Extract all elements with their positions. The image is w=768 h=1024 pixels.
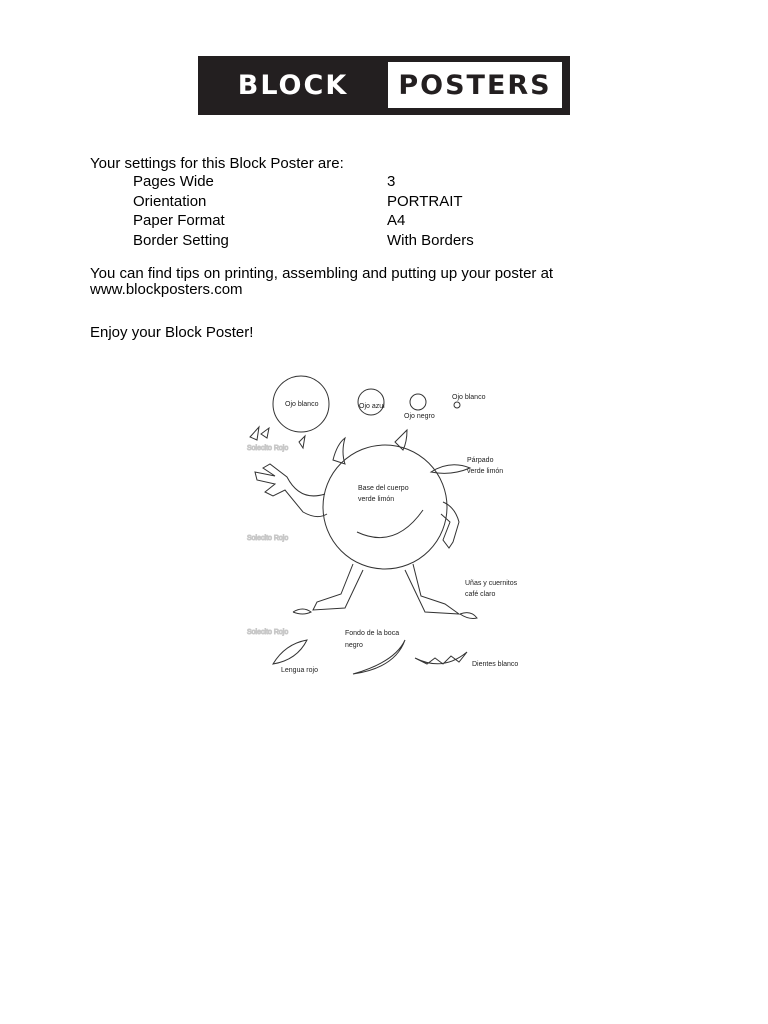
label-parpado-color: verde limón [467,468,504,475]
setting-value: With Borders [387,232,474,249]
setting-label: Border Setting [133,232,229,249]
settings-intro: Your settings for this Block Poster are: [90,155,344,172]
label-lengua: Lengua rojo [281,667,318,674]
setting-label: Paper Format [133,212,225,229]
setting-value: PORTRAIT [387,193,463,210]
label-dientes: Dientes blanco [472,661,519,668]
setting-row-pages-wide [0,173,768,193]
label-fondo-boca: Fondo de la boca [345,630,400,637]
label-ojo-azul: Ojo azul [359,403,385,410]
watermark-text: Solecito Rojo [247,629,289,636]
label-unas: Uñas y cuernitos [465,580,518,587]
label-fondo-color: negro [345,642,363,649]
label-parpado: Párpado [467,457,494,464]
setting-value: A4 [387,212,406,229]
label-base-cuerpo: Base del cuerpo [358,485,409,492]
setting-row-orientation [0,193,768,213]
watermark-text: Solecito Rojo [247,445,289,452]
setting-row-paper-format [0,212,768,232]
label-ojo-blanco-right: Ojo blanco [452,394,486,401]
label-ojo-negro: Ojo negro [404,413,435,420]
watermark-text: Solecito Rojo [247,535,289,542]
block-posters-logo [198,56,570,115]
tips-text-line1: You can find tips on printing, assembling and putting up your poster at [90,265,554,282]
tips-url: www.blockposters.com [90,281,243,298]
setting-label: Orientation [133,193,207,210]
label-unas-color: café claro [465,591,496,598]
poster-preview-image [245,372,527,684]
setting-label: Pages Wide [133,173,214,190]
label-base-color: verde limón [358,496,395,503]
label-ojo-blanco-left: Ojo blanco [285,401,319,408]
setting-value: 3 [387,173,396,190]
logo-posters-text: POSTERS [388,62,562,108]
setting-row-border-setting [0,232,768,252]
logo-block-text: BLOCK [237,70,349,101]
enjoy-text: Enjoy your Block Poster! [90,324,254,341]
